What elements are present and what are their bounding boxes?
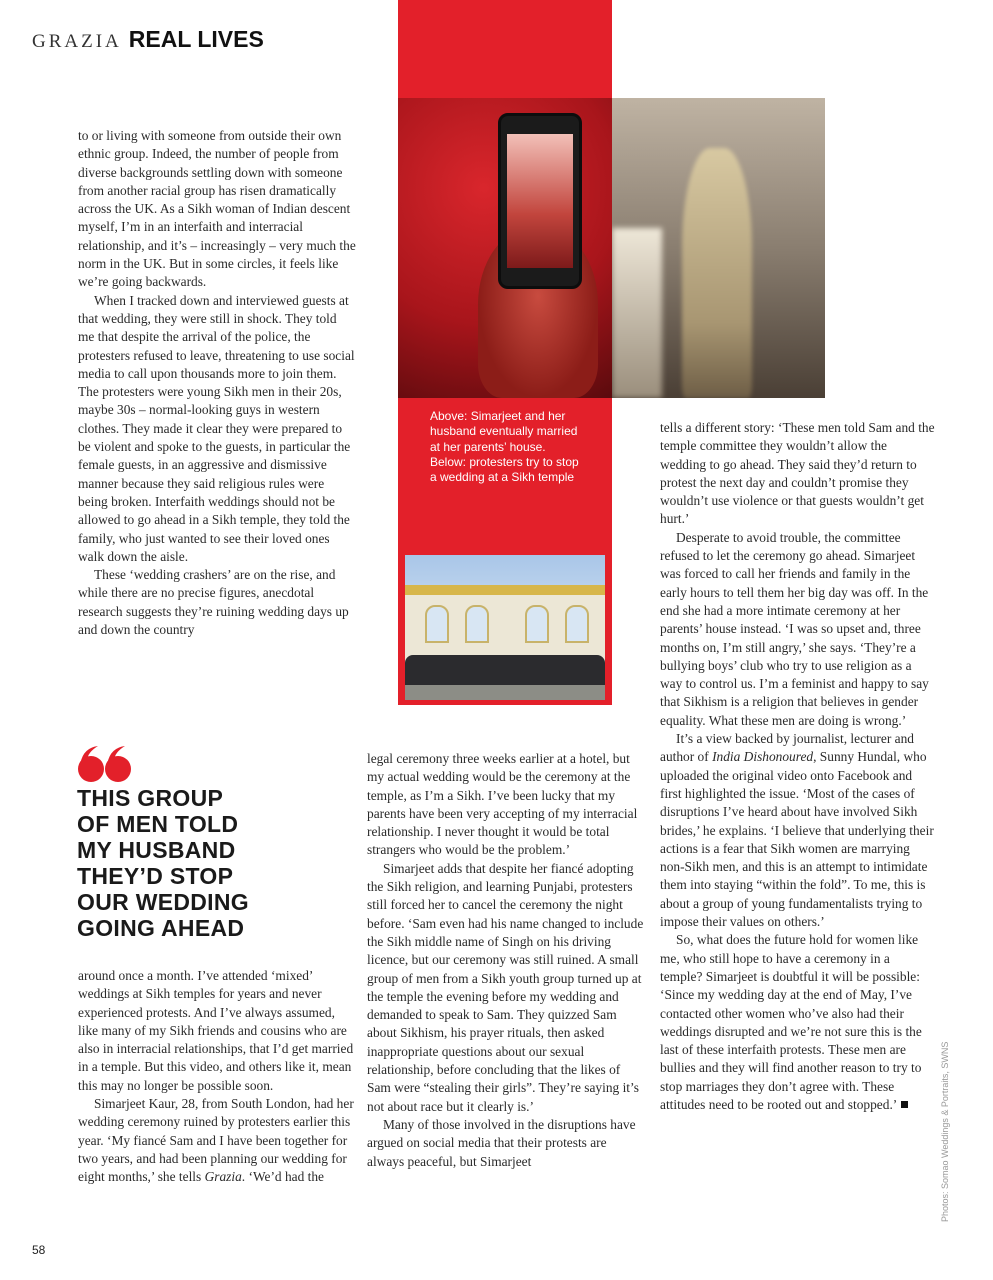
page-header: [32, 26, 264, 53]
pull-quote-line: THEY’D STOP: [77, 863, 234, 889]
body-column-3: [660, 419, 935, 1114]
paragraph: So, what does the future hold for women like me, who still hope to have a ceremony in a temple? Simarjeet is doubtful it will be possible: ‘Since my wedding day at the end of May, I’ve contacted other women who’ve also had their weddings disrupted and we’re not sure this is the last of these interfaith protests. These men are bullies and they will find another reason to try to stop marriages they don’t agree with. These attitudes need to be rooted out and stopped.’: [660, 932, 922, 1112]
pull-quote: [77, 785, 362, 941]
paragraph: Simarjeet adds that despite her fiancé adopting the Sikh religion, and learning Punjabi, protesters still forced her to cancel the ceremony the night before. ‘Sam even had his name changed to include the Sikh middle name of Singh on his driving licence, but our ceremony was still ruined. A small group of men from a Sikh youth group turned up at the temple the evening before my wedding and demanded to speak to Sam. They quizzed Sam about Sikhism, his prayer rituals, then asked inappropriate questions about our sexual relationship, before concluding that the likes of Sam were “stealing their girls”. They’re saying it’s not about race but it clearly is.’: [367, 860, 644, 1114]
paragraph: to or living with someone from outside their own ethnic group. Indeed, the number of people from diverse backgrounds settling down with someone from another racial group has risen dramatically across the UK. As a Sikh woman of Indian descent myself, I’m in an interfaith and interracial relationship, and it’s – increasingly – very much the norm in the UK. But in some circles, it feels like we’re going backwards.: [78, 128, 356, 290]
body-column-2: [367, 750, 645, 1171]
paragraph: It’s a view backed by journalist, lecturer and author of India Dishonoured, Sunny Hundal, who uploaded the original video onto Facebook and first highlighted the issue. ‘Most of the cases of disruptions I’ve heard about have involved Sikh brides,’ he explains. ‘I believe that underlying their actions is a fear that Sikh women are marrying non-Sikh men, and this is an attempt to intimidate them into staying “within the fold”. To me, this is about a group of young fundamentalists trying to impose their values on others.’: [660, 731, 934, 930]
paragraph: tells a different story: ‘These men told Sam and the temple committee they wouldn’t allow the wedding to go ahead. They said they’d return to protest the next day and couldn’t promise they wouldn’t use violence or that guests wouldn’t get hurt.’: [660, 420, 935, 527]
paragraph: legal ceremony three weeks earlier at a hotel, but my actual wedding would be the ceremony at the temple, as I’m a Sikh. I’ve been lucky that my parents have been very accepting of my interracial relationship. I never thought it would be total strangers who would be the problem.’: [367, 751, 638, 858]
photo-sikh-temple-protest: [405, 555, 605, 700]
pull-quote-line: GOING AHEAD: [77, 915, 245, 941]
smartphone-shape: [498, 113, 582, 289]
pull-quote-line: OF MEN TOLD: [77, 811, 239, 837]
italic-book-title: India Dishonoured: [712, 749, 814, 765]
page-number: 58: [32, 1243, 46, 1257]
magazine-brand: GRAZIA: [32, 31, 122, 52]
photo-credit: Photos: Somao Weddings & Portraits, SWNS: [940, 1041, 950, 1222]
paragraph: Desperate to avoid trouble, the committee refused to let the ceremony go ahead. Simarjeet was forced to call her friends and family in the early hours to tell them her big day was off. In the end she had a more intimate ceremony at her parents’ house instead. ‘I was so upset and, three months on, I’m still angry,’ she says. ‘They’re a bullying boys’ club who try to use religion as a way to control us. I’m a feminist and happy to say that Sikhism is a religion that believes in gender equality. What these men are doing is wrong.’: [660, 529, 929, 728]
quote-marks-icon: [76, 744, 136, 784]
pull-quote-line: OUR WEDDING: [77, 889, 249, 915]
end-mark-icon: [901, 1101, 908, 1108]
protester-crowd: [405, 655, 605, 685]
italic-title: Grazia: [204, 1169, 242, 1185]
pull-quote-line: MY HUSBAND: [77, 837, 236, 863]
photo-caption: Above: Simarjeet and her husband eventually married at her parents’ house. Below: protesters try to stop a wedding at a Sikh temple: [430, 409, 579, 485]
photo-phone-filming-wedding: [398, 98, 612, 398]
paragraph: When I tracked down and interviewed guests at that wedding, they were still in shock. They told me that despite the arrival of the police, the protesters refused to leave, threatening to use social media to call upon thousands more to join them. The protesters were young Sikh men in their 20s, maybe 30s – normal-looking guys in western clothes. They made it clear they were prepared to be violent and spoke to the guests, in particular the female guests, in an aggressive and dismissive manner because they said religious rules were being broken. Interfaith weddings should not be allowed to go ahead in a Sikh temple, they told the family, who just wanted to see their loved ones walk down the aisle.: [78, 292, 355, 564]
blurred-figure: [682, 148, 752, 398]
body-column-1-lower: [78, 967, 356, 1187]
paragraph: These ‘wedding crashers’ are on the rise, and while there are no precise figures, anecdotal research suggests they’re ruining wedding days up and down the country: [78, 567, 349, 638]
section-title: REAL LIVES: [128, 26, 264, 52]
paragraph: Many of those involved in the disruptions have argued on social media that their protests are always peaceful, but Simarjeet: [367, 1116, 636, 1169]
pull-quote-line: THIS GROUP: [77, 785, 224, 811]
paragraph: around once a month. I’ve attended ‘mixed’ weddings at Sikh temples for years and never experienced protests. And I’ve always assumed, like many of my Sikh friends and cousins who are also in interracial relationships, that I’d get married in a temple. But this video, and others like it, mean this may no longer be possible soon.: [78, 968, 354, 1093]
paragraph: Simarjeet Kaur, 28, from South London, had her wedding ceremony ruined by protesters earlier this year. ‘My fiancé Sam and I have been together for two years, and had been planning our wedding for eight months,’ she tells Grazia. ‘We’d had the: [78, 1096, 354, 1185]
body-column-1: [78, 127, 356, 639]
photo-groom-in-room: [612, 98, 825, 398]
